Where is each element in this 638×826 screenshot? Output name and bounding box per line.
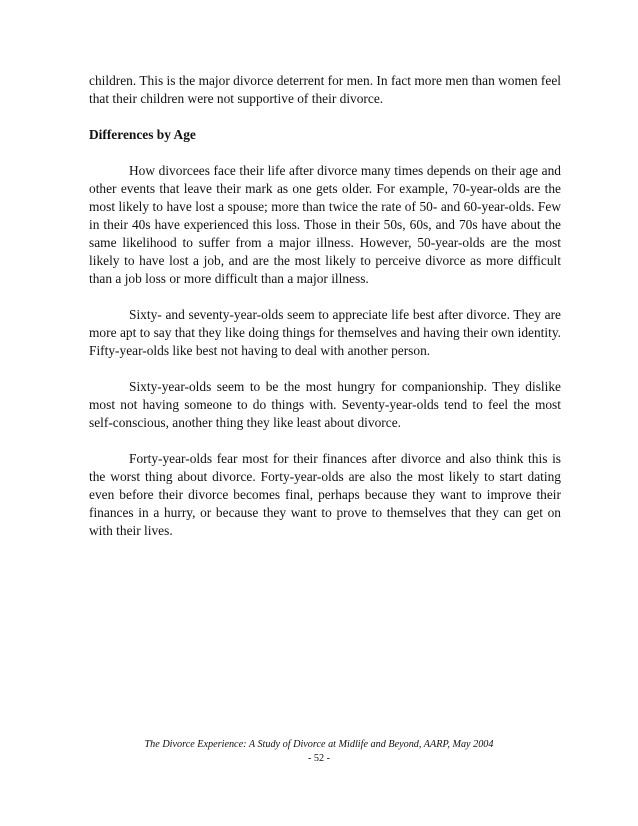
paragraph-companionship: Sixty-year-olds seem to be the most hungry for companionship. They dislike most not having someone to do things with. Seventy-year-olds tend to feel the most self-conscious, another thing they like least about divorce. (89, 379, 561, 430)
paragraph-age-events: How divorcees face their life after divorce many times depends on their age and other events that leave their mark as one gets older. For example, 70-year-olds are the most likely to have lost a spouse; more than twice the rate of 50- and 60-year-olds. Few in their 40s have experienced this loss. Those in their 50s, 60s, and 70s have about the same likelihood to suffer from a major illness. However, 50-year-olds are the most likely to have lost a job, and are the most likely to perceive divorce as more difficult than a job loss or more difficult than a major illness. (89, 163, 561, 286)
section-heading: Differences by Age (89, 127, 196, 142)
footer-citation: The Divorce Experience: A Study of Divorce at Midlife and Beyond, AARP, May 2004 (144, 739, 494, 750)
page-body (89, 72, 561, 540)
intro-paragraph: children. This is the major divorce deterrent for men. In fact more men than women feel that their children were not supportive of their divorce. (89, 73, 561, 106)
paragraph-appreciate-life: Sixty- and seventy-year-olds seem to appreciate life best after divorce. They are more apt to say that they like doing things for themselves and having their own identity. Fifty-year-olds like best not having to deal with another person. (89, 307, 561, 358)
page-number: - 52 - (307, 753, 331, 764)
page-footer (0, 738, 638, 766)
paragraph-finances: Forty-year-olds fear most for their finances after divorce and also think this is the worst thing about divorce. Forty-year-olds are also the most likely to start dating even before their divorce becomes final, perhaps because they want to improve their finances in a hurry, or because they want to prove to themselves that they can get on with their lives. (89, 451, 561, 538)
